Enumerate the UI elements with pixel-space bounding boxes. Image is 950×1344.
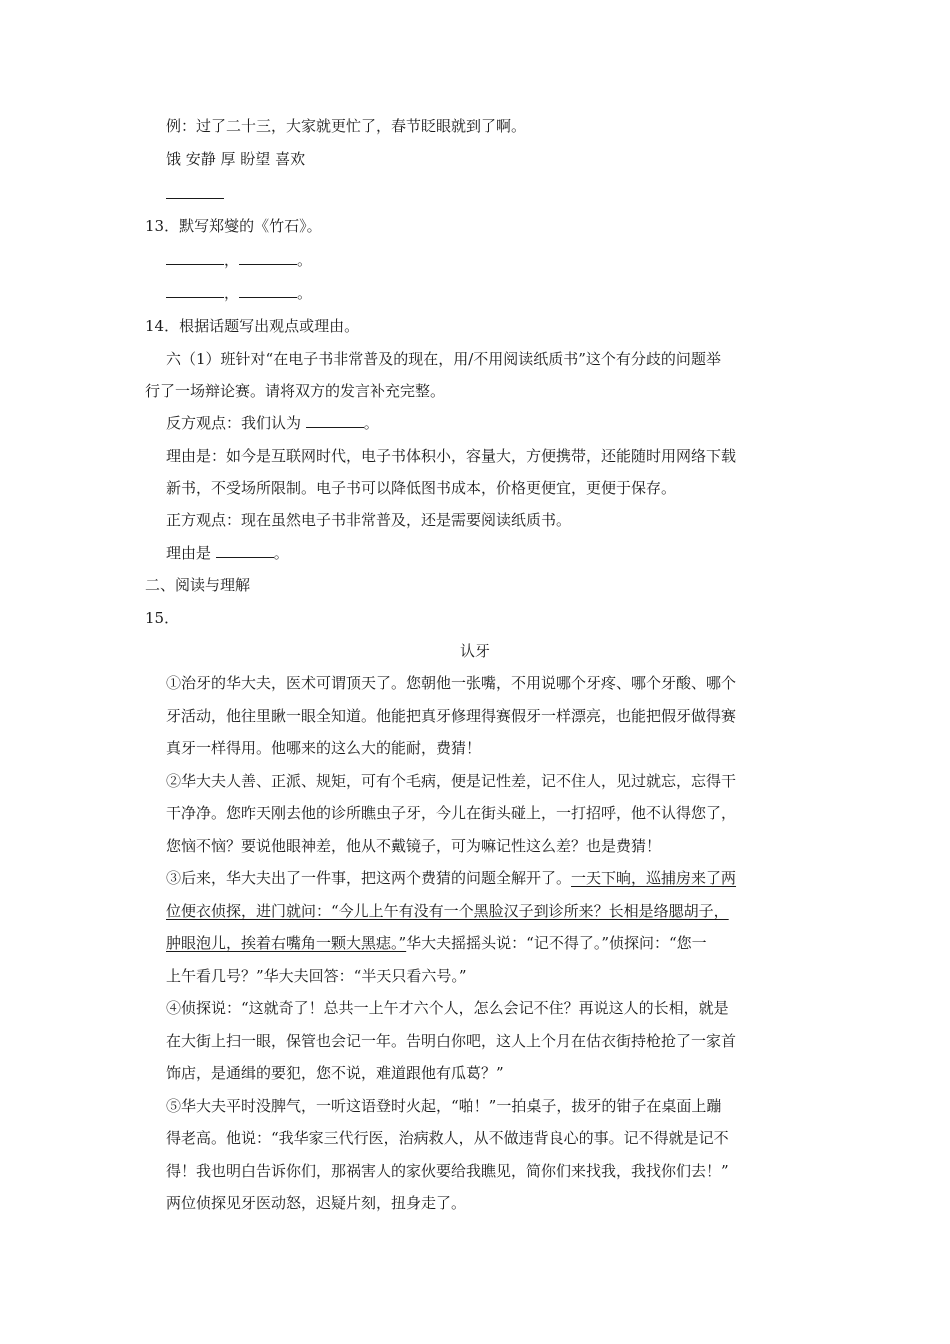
- con-viewpoint: 反方观点：我们认为 。: [166, 414, 379, 432]
- passage-line: ⑤华大夫平时没脾气，一听这语登时火起，“啪！”一拍桌子，拔牙的钳子在桌面上蹦: [166, 1097, 722, 1115]
- q14-intro-2: 行了一场辩论赛。请将双方的发言补充完整。: [145, 382, 446, 400]
- answer-blank[interactable]: [166, 250, 224, 265]
- passage-title: 认牙: [459, 642, 490, 660]
- passage-line: ①治牙的华大夫，医术可谓顶天了。您朝他一张嘴，不用说哪个牙疼、哪个牙酸、哪个: [166, 674, 737, 692]
- passage-line: [166, 901, 729, 921]
- q14-intro-1: 六（1）班针对“在电子书非常普及的现在，用/不用阅读纸质书”这个有分歧的问题举: [166, 350, 721, 368]
- passage-line: ②华大夫人善、正派、规矩，可有个毛病，便是记性差，记不住人，见过就忘，忘得干: [166, 772, 737, 790]
- question-13-title: 13．默写郑燮的《竹石》。: [145, 217, 322, 235]
- passage-line: 饰店，是通缉的要犯，您不说，难道跟他有瓜葛？”: [166, 1064, 504, 1082]
- poem-line-1: [166, 250, 312, 270]
- answer-blank[interactable]: [306, 413, 364, 428]
- passage-line: 干净净。您昨天刚去他的诊所瞧虫子牙，今儿在街头碰上，一打招呼，他不认得您了，: [166, 804, 737, 822]
- passage-line: ④侦探说：“这就奇了！总共一上午才六个人，怎么会记不住？再说这人的长相，就是: [166, 999, 729, 1017]
- comma: ，: [224, 251, 240, 269]
- poem-line-2: [166, 283, 312, 303]
- underlined-text: 肿眼泡儿，挨着右嘴角一颗大黑痣。”: [166, 934, 407, 952]
- question-14-title: 14．根据话题写出观点或理由。: [145, 317, 360, 335]
- answer-blank[interactable]: [239, 250, 297, 265]
- answer-blank[interactable]: [166, 184, 224, 204]
- answer-blank[interactable]: [216, 543, 274, 558]
- pro-viewpoint: 正方观点：现在虽然电子书非常普及，还是需要阅读纸质书。: [166, 511, 572, 529]
- underlined-text: 位便衣侦探，进门就问：“今儿上午有没有一个黑脸汉子到诊所来？长相是络腮胡子，: [166, 902, 729, 920]
- passage-line: 真牙一样得用。他哪来的这么大的能耐，费猜！: [166, 739, 482, 757]
- passage-line: ③后来，华大夫出了一件事，把这两个费猜的问题全解开了。一天下晌，巡捕房来了两: [166, 869, 737, 887]
- period: 。: [297, 251, 313, 269]
- question-15-number: 15．: [145, 609, 180, 627]
- passage-line: 肿眼泡儿，挨着右嘴角一颗大黑痣。”华大夫摇摇头说：“记不得了。”侦探问：“您一: [166, 934, 707, 952]
- example-sentence: 例：过了二十三，大家就更忙了，春节眨眼就到了啊。: [166, 117, 527, 135]
- period: 。: [297, 284, 313, 302]
- passage-line: 得老高。他说：“我华家三代行医，治病救人，从不做违背良心的事。记不得就是记不: [166, 1129, 729, 1147]
- con-reason-2: 新书，不受场所限制。电子书可以降低图书成本，价格更便宜，更便于保存。: [166, 479, 677, 497]
- word-list: 饿 安静 厚 盼望 喜欢: [166, 150, 306, 168]
- con-reason-1: 理由是：如今是互联网时代，电子书体积小，容量大，方便携带，还能随时用网络下载: [166, 447, 737, 465]
- passage-line: 您恼不恼？要说他眼神差，他从不戴镜子，可为嘛记性这么差？也是费猜！: [166, 837, 662, 855]
- section-heading: 二、阅读与理解: [145, 576, 251, 594]
- answer-blank[interactable]: [166, 283, 224, 298]
- passage-line: 在大街上扫一眼，保管也会记一年。告明白你吧，这人上个月在估衣街持枪抢了一家首: [166, 1032, 737, 1050]
- underlined-text: 一天下晌，巡捕房来了两: [571, 869, 737, 887]
- passage-line: 上午看几号？”华大夫回答：“半天只看六号。”: [166, 967, 467, 985]
- passage-line: 牙活动，他往里瞅一眼全知道。他能把真牙修理得赛假牙一样漂亮，也能把假牙做得赛: [166, 707, 737, 725]
- pro-reason: 理由是 。: [166, 544, 289, 562]
- passage-line: 得！我也明白告诉你们，那祸害人的家伙要给我瞧见，简你们来找我，我找你们去！”: [166, 1162, 729, 1180]
- comma: ，: [224, 284, 240, 302]
- answer-blank[interactable]: [239, 283, 297, 298]
- passage-line: 两位侦探见牙医动怒，迟疑片刻，扭身走了。: [166, 1194, 467, 1212]
